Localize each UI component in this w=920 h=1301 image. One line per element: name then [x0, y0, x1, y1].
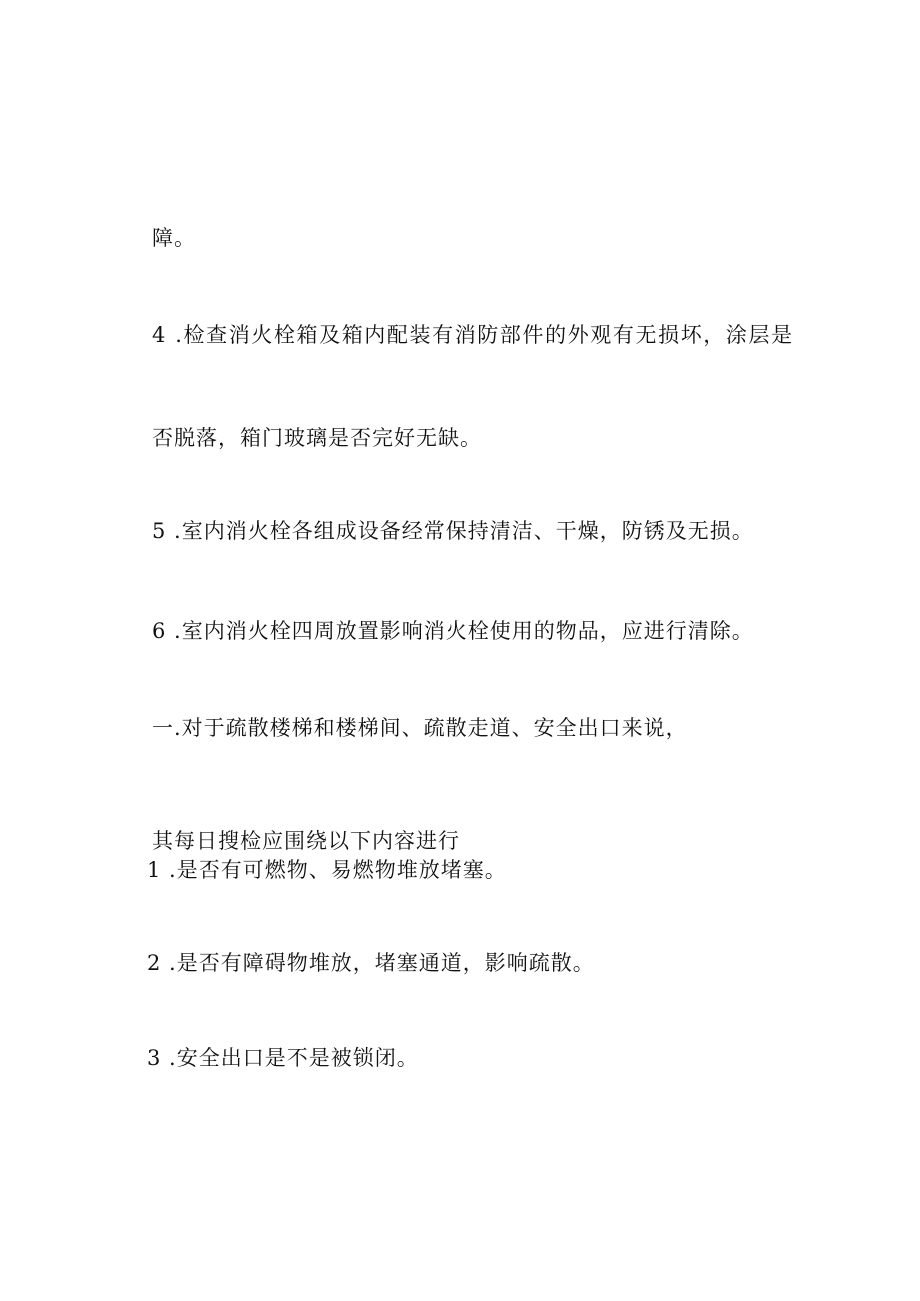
text-line-item-3: 3 .安全出口是不是被锁闭。 — [147, 1046, 419, 1070]
section-intro: 其每日搜检应围绕以下内容进行 — [152, 829, 460, 853]
text-line-item-5: 5 .室内消火栓各组成设备经常保持清洁、干燥，防锈及无损。 — [152, 519, 754, 543]
text-line-item-4: 4 .检查消火栓箱及箱内配装有消防部件的外观有无损坏，涂层是 — [152, 323, 794, 347]
text-line-continuation: 障。 — [152, 226, 196, 250]
text-line-item-4-continued: 否脱落，箱门玻璃是否完好无缺。 — [152, 426, 482, 450]
section-heading: 一.对于疏散楼梯和楼梯间、疏散走道、安全出口来说， — [152, 716, 688, 740]
text-line-item-6: 6 .室内消火栓四周放置影响消火栓使用的物品，应进行清除。 — [152, 619, 754, 643]
text-line-item-1: 1 .是否有可燃物、易燃物堆放堵塞。 — [147, 858, 507, 882]
text-line-item-2: 2 .是否有障碍物堆放，堵塞通道，影响疏散。 — [147, 951, 595, 975]
